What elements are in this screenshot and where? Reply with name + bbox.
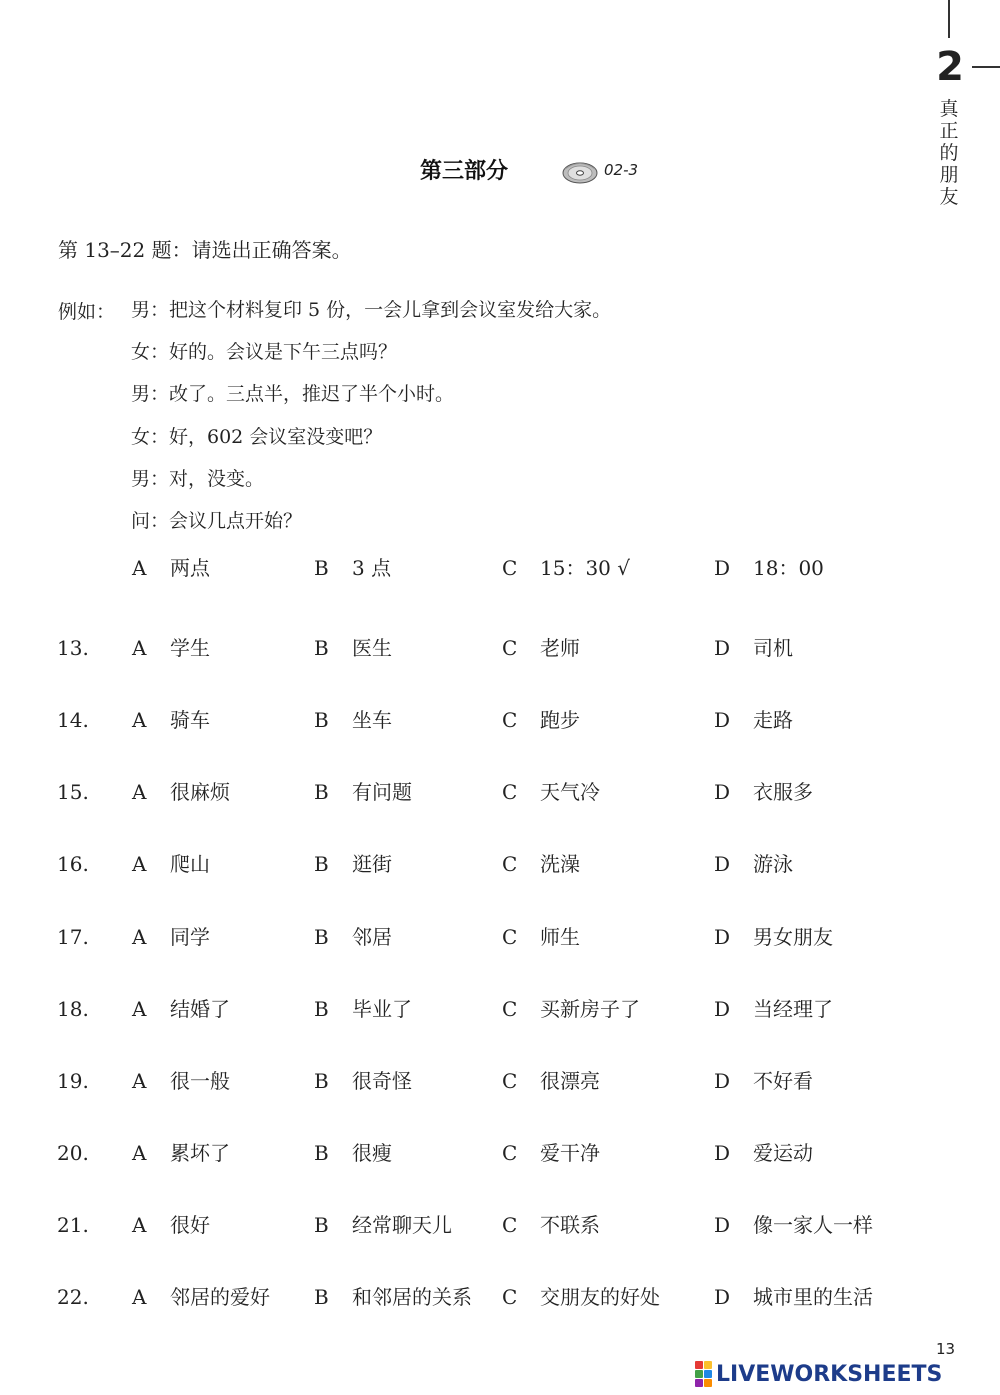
question-number: 13. [57,636,89,660]
option-letter-c: C [502,852,518,876]
option-letter-a: A [132,925,147,949]
option-letter-b: B [314,780,329,804]
option-letter-c: C [502,1141,518,1165]
option-letter-d: D [714,708,731,732]
option-letter-a: A [132,1213,147,1237]
option-letter-b: B [314,1069,329,1093]
example-option-a: 两点 [170,556,210,580]
answer-option-a[interactable]: 累坏了 [170,1141,230,1165]
option-letter-b: B [314,708,329,732]
question-number: 14. [57,708,89,732]
option-letter-c: C [502,556,518,580]
dialogue-line: 男：改了。三点半，推迟了半个小时。 [131,383,455,406]
answer-option-c[interactable]: 爱干净 [540,1141,600,1165]
option-letter-c: C [502,636,518,660]
answer-option-a[interactable]: 爬山 [170,852,210,876]
chapter-title-char: 正 [939,120,959,142]
answer-option-d[interactable]: 司机 [753,636,793,660]
question-number: 22. [57,1285,89,1309]
option-letter-d: D [714,852,731,876]
answer-option-a[interactable]: 邻居的爱好 [170,1285,270,1309]
option-letter-c: C [502,925,518,949]
answer-option-d[interactable]: 男女朋友 [753,925,833,949]
logo-swatch [695,1379,703,1387]
answer-option-d[interactable]: 城市里的生活 [753,1285,873,1309]
example-option-c-correct: 15：30 √ [540,556,630,580]
answer-option-c[interactable]: 老师 [540,636,580,660]
logo-swatch [695,1370,703,1378]
answer-option-d[interactable]: 爱运动 [753,1141,813,1165]
question-number: 21. [57,1213,89,1237]
answer-option-a[interactable]: 骑车 [170,708,210,732]
question-row-21 [0,1210,1000,1240]
answer-option-c[interactable]: 师生 [540,925,580,949]
option-letter-a: A [132,1069,147,1093]
question-number: 20. [57,1141,89,1165]
option-letter-c: C [502,1285,518,1309]
question-row-14 [0,705,1000,735]
option-letter-c: C [502,997,518,1021]
answer-option-b[interactable]: 很奇怪 [352,1069,412,1093]
liveworksheets-watermark[interactable] [695,1359,942,1389]
option-letter-b: B [314,1141,329,1165]
chapter-number: 2 [936,44,964,90]
option-letter-c: C [502,708,518,732]
option-letter-d: D [714,925,731,949]
section-title: 第三部分 [420,159,509,184]
logo-swatch [704,1379,712,1387]
question-row-16 [0,849,1000,879]
audio-track-number: 02-3 [604,161,639,179]
answer-option-c[interactable]: 不联系 [540,1213,600,1237]
answer-option-c[interactable]: 洗澡 [540,852,580,876]
answer-option-b[interactable]: 邻居 [352,925,392,949]
dialogue-question: 问：会议几点开始？ [131,509,303,532]
option-letter-b: B [314,636,329,660]
instruction-text: 第 13–22 题：请选出正确答案。 [58,238,352,262]
answer-option-c[interactable]: 很漂亮 [540,1069,600,1093]
example-option-b: 3 点 [352,556,392,580]
option-letter-d: D [714,780,731,804]
option-letter-b: B [314,1213,329,1237]
example-dialogue [131,297,611,550]
side-tab-horizontal-rule [972,66,1000,68]
option-letter-c: C [502,1069,518,1093]
answer-option-a[interactable]: 很一般 [170,1069,230,1093]
question-number: 16. [57,852,89,876]
option-letter-a: A [132,780,147,804]
question-row-20 [0,1138,1000,1168]
answer-option-d[interactable]: 不好看 [753,1069,813,1093]
option-letter-a: A [132,1285,147,1309]
dialogue-line: 女：好，602 会议室没变吧？ [131,425,383,448]
page-number: 13 [936,1340,956,1358]
logo-swatch [695,1361,703,1369]
answer-option-c[interactable]: 跑步 [540,708,580,732]
chapter-title-char: 朋 [939,164,959,186]
answer-option-b[interactable]: 经常聊天儿 [352,1213,452,1237]
answer-option-b[interactable]: 医生 [352,636,392,660]
option-letter-c: C [502,780,518,804]
question-row-19 [0,1066,1000,1096]
answer-option-c[interactable]: 天气冷 [540,780,600,804]
option-letter-b: B [314,997,329,1021]
answer-option-c[interactable]: 买新房子了 [540,997,640,1021]
answer-option-b[interactable]: 毕业了 [352,997,412,1021]
option-letter-a: A [132,708,147,732]
option-letter-b: B [314,852,329,876]
chapter-title-char: 真 [939,98,959,120]
answer-option-a[interactable]: 很麻烦 [170,780,230,804]
option-letter-a: A [132,1141,147,1165]
answer-option-a[interactable]: 学生 [170,636,210,660]
option-letter-d: D [714,636,731,660]
answer-option-b[interactable]: 逛街 [352,852,392,876]
answer-option-c[interactable]: 交朋友的好处 [540,1285,660,1309]
answer-option-d[interactable]: 衣服多 [753,780,813,804]
question-number: 17. [57,925,89,949]
question-row-15 [0,777,1000,807]
answer-option-b[interactable]: 有问题 [352,780,412,804]
option-letter-d: D [714,997,731,1021]
question-row-18 [0,994,1000,1024]
answer-option-a[interactable]: 结婚了 [170,997,230,1021]
dialogue-line: 男：对，没变。 [131,467,265,490]
watermark-text: LIVEWORKSHEETS [716,1361,943,1387]
liveworksheets-logo-icon [695,1361,712,1387]
question-number: 19. [57,1069,89,1093]
dialogue-line: 男：把这个材料复印 5 份，一会儿拿到会议室发给大家。 [131,299,612,321]
question-row-13 [0,633,1000,663]
option-letter-d: D [714,1069,731,1093]
chapter-title [934,98,964,208]
example-options-row [0,553,1000,583]
side-tab-vertical-rule [948,0,950,38]
audio-cd-icon[interactable] [561,156,599,186]
option-letter-a: A [132,556,147,580]
example-option-d: 18：00 [753,556,824,580]
option-letter-b: B [314,556,329,580]
dialogue-line: 女：好的。会议是下午三点吗？ [131,341,398,364]
question-number: 18. [57,997,89,1021]
logo-swatch [704,1370,712,1378]
answer-option-b[interactable]: 和邻居的关系 [352,1285,472,1309]
chapter-title-char: 友 [939,186,959,208]
option-letter-d: D [714,556,731,580]
question-number: 15. [57,780,89,804]
option-letter-d: D [714,1285,731,1309]
answer-option-b[interactable]: 很瘦 [352,1141,392,1165]
option-letter-c: C [502,1213,518,1237]
answer-option-a[interactable]: 同学 [170,925,210,949]
option-letter-b: B [314,1285,329,1309]
answer-option-d[interactable]: 当经理了 [753,997,833,1021]
example-label: 例如： [58,301,116,323]
option-letter-d: D [714,1141,731,1165]
answer-option-d[interactable]: 走路 [753,708,793,732]
answer-option-a[interactable]: 很好 [170,1213,210,1237]
logo-swatch [704,1361,712,1369]
option-letter-a: A [132,636,147,660]
question-row-17 [0,922,1000,952]
chapter-title-char: 的 [939,142,959,164]
option-letter-a: A [132,997,147,1021]
answer-option-b[interactable]: 坐车 [352,708,392,732]
option-letter-d: D [714,1213,731,1237]
answer-option-d[interactable]: 游泳 [753,852,793,876]
option-letter-a: A [132,852,147,876]
option-letter-b: B [314,925,329,949]
question-row-22 [0,1282,1000,1312]
answer-option-d[interactable]: 像一家人一样 [753,1213,873,1237]
